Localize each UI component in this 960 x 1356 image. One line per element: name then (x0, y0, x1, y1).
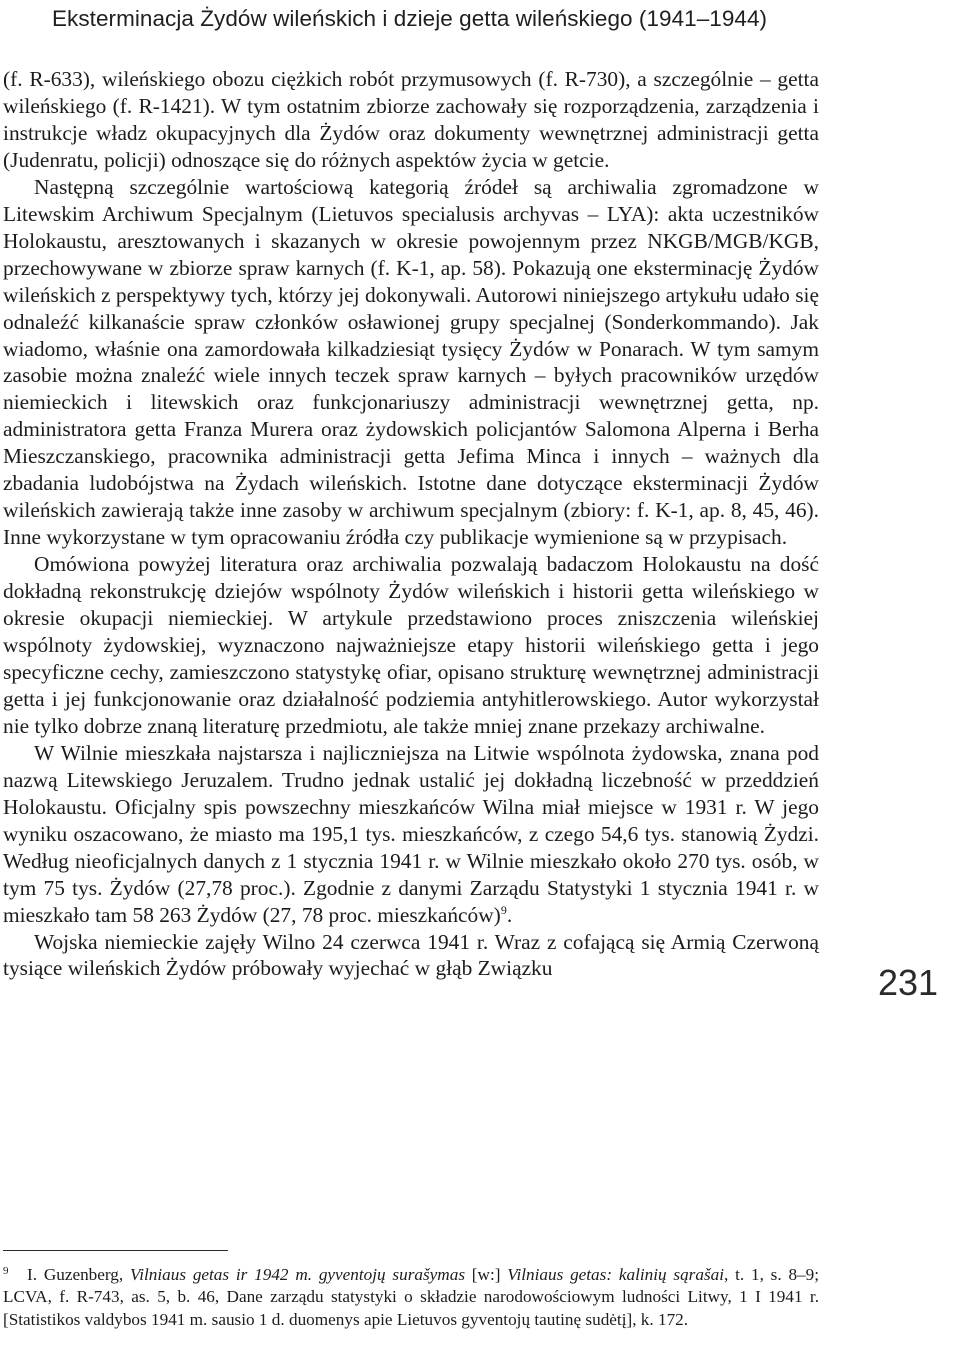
footnote-title: Vilniaus getas ir 1942 m. gyventojų surašymas (130, 1265, 466, 1284)
footnote-number: 9 (3, 1265, 9, 1277)
page-number: 231 (878, 962, 939, 1003)
footnote-source: Vilniaus getas: kalinių sąrašai (507, 1265, 725, 1284)
footnote-author: I. Guzenberg, (27, 1265, 130, 1284)
footnote-9 (3, 1264, 819, 1331)
paragraph-2: Następną szczególnie wartościową kategorią źródeł są archiwalia zgromadzone w Litewskim Archiwum Specjalnym (Lietuvos specialusis archyvas – LYA): akta uczestników Holokaustu, aresztowanych i skazanych w okresie powojennym przez NKGB/MGB/KGB, przechowywane w zbiorze spraw karnych (f. K-1, ap. 58). Pokazują one eksterminację Żydów wileńskich z perspektywy tych, którzy jej dokonywali. Autorowi niniejszego artykułu udało się odnaleźć kilkanaście spraw członków osławionej grupy specjalnej (Sonderkommando). Jak wiadomo, właśnie ona zamordowała kilkadziesiąt tysięcy Żydów w Ponarach. W tym samym zasobie można znaleźć wiele innych teczek spraw karnych – byłych pracowników urzędów niemieckich i litewskich oraz funkcjonariuszy administracji wewnętrznej getta, np. administratora getta Franza Murera oraz żydowskich policjantów Salomona Alperna i Berha Mieszczanskiego, pracownika administracji getta Jefima Minca i innych – ważnych dla zbadania ludobójstwa na Żydach wileńskich. Istotne dane dotyczące eksterminacji Żydów wileńskich zawierają także inne zasoby w archiwum specjalnym (zbiory: f. K-1, ap. 8, 45, 46). Inne wykorzystane w tym opracowaniu źródła czy publikacje wymienione są w przypisach. (3, 174, 819, 550)
paragraph-4-end: . (506, 902, 513, 927)
paragraph-1: (f. R-633), wileńskiego obozu ciężkich robót przymusowych (f. R-730), a szczególnie – getta wileńskiego (f. R-1421). W tym ostatnim zbiorze zachowały się rozporządzenia, zarządzenia i instrukcje władz okupacyjnych dla Żydów oraz dokumenty wewnętrznej administracji getta (Judenratu, policji) odnoszące się do różnych aspektów życia w getcie. (3, 67, 819, 172)
paragraph-5: Wojska niemieckie zajęły Wilno 24 czerwca 1941 r. Wraz z cofającą się Armią Czerwoną tysiące wileńskich Żydów próbowały wyjechać w głąb Związku (3, 929, 819, 981)
footnote-rest: , t. 1, s. 8–9; LCVA, f. R-743, as. 5, b. 46, Dane zarządu statystyki o składzie narodowościowym ludności Litwy, 1 I 1941 r. [Statistikos valdybos 1941 m. sausio 1 d. duomenys apie Lietuvos gyventojų tautinę sudėtį], k. 172. (3, 1265, 819, 1329)
body-text (3, 66, 819, 982)
footnote-divider (3, 1250, 228, 1251)
footnote-mid: [w:] (465, 1265, 508, 1284)
paragraph-4 (3, 740, 819, 929)
running-head: Eksterminacja Żydów wileńskich i dzieje getta wileńskiego (1941–1944) (52, 6, 768, 31)
paragraph-3: Omówiona powyżej literatura oraz archiwalia pozwalają badaczom Holokaustu na dość dokładną rekonstrukcję dziejów wspólnoty Żydów wileńskich i historii getta wileńskiego w okresie okupacji niemieckiej. W artykule przedstawiono proces zniszczenia wileńskiej wspólnoty żydowskiej, wyznaczono najważniejsze etapy historii wileńskiego getta i jego specyficzne cechy, zamieszczono statystykę ofiar, opisano strukturę wewnętrznej administracji getta i jej funkcjonowanie oraz działalność podziemia antyhitlerowskiego. Autor wykorzystał nie tylko dobrze znaną literaturę przedmiotu, ale także mniej znane przekazy archiwalne. (3, 552, 819, 738)
footnote-ref-9[interactable]: 9 (500, 902, 507, 917)
paragraph-4-text: W Wilnie mieszkała najstarsza i najliczniejsza na Litwie wspólnota żydowska, znana pod nazwą Litewskiego Jeruzalem. Trudno jednak ustalić jej dokładną liczebność w przeddzień Holokaustu. Oficjalny spis powszechny mieszkańców Wilna miał miejsce w 1931 r. W jego wyniku oszacowano, że miasto ma 195,1 tys. mieszkańców, z czego 54,6 tys. stanowią Żydzi. Według nieoficjalnych danych z 1 stycznia 1941 r. w Wilnie mieszkało około 270 tys. osób, w tym 75 tys. Żydów (27,78 proc.). Zgodnie z danymi Zarządu Statystyki 1 stycznia 1941 r. w mieszkało tam 58 263 Żydów (27, 78 proc. mieszkańców) (3, 740, 819, 927)
